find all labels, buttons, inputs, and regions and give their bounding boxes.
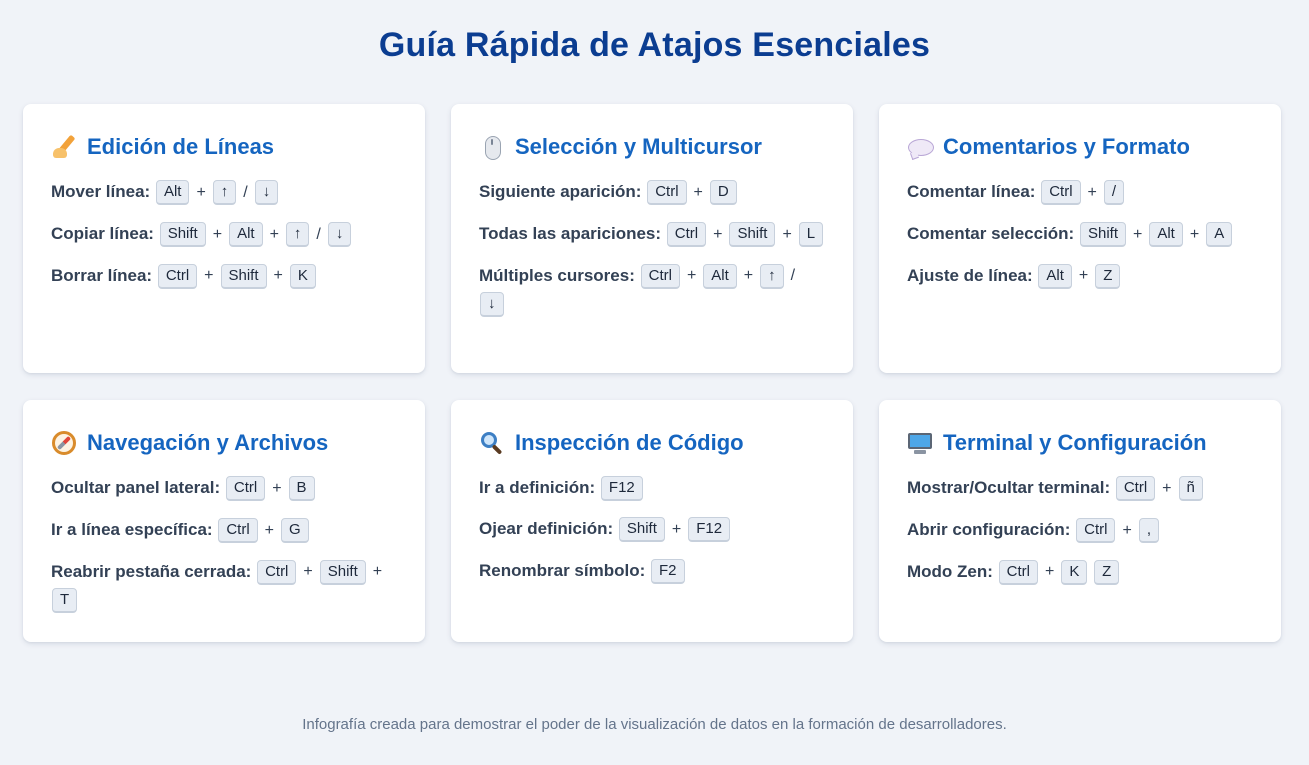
key: Ctrl [999, 560, 1038, 585]
shortcut-label: Ojear definición: [479, 519, 614, 538]
key: / [1104, 180, 1124, 205]
plus-sign: + [1132, 225, 1143, 243]
plus-sign: + [303, 563, 313, 581]
plus-sign: + [272, 479, 282, 497]
key: Shift [729, 222, 775, 247]
card-title-text: Inspección de Código [515, 430, 744, 455]
key: ↑ [213, 180, 237, 205]
key: G [281, 518, 309, 543]
card-title-text: Terminal y Configuración [943, 430, 1207, 455]
shortcut-row [907, 178, 1253, 206]
plus-sign: + [264, 521, 274, 539]
shortcut-row [907, 262, 1253, 290]
shortcut-label: Siguiente aparición: [479, 182, 642, 201]
plus-sign: + [1087, 183, 1097, 201]
card-title [907, 428, 1253, 458]
plus-sign: + [1078, 267, 1089, 285]
key: Shift [619, 517, 665, 542]
plus-sign: + [273, 267, 283, 285]
speech-bubble-icon [907, 134, 933, 160]
card-title [479, 428, 825, 458]
shortcut-label: Múltiples cursores: [479, 265, 635, 285]
slash-separator: / [790, 267, 796, 285]
plus-sign: + [196, 183, 206, 201]
shortcut-row [479, 178, 825, 206]
plus-sign: + [693, 183, 703, 201]
plus-sign: + [1162, 479, 1172, 497]
key: ñ [1179, 476, 1203, 501]
shortcut-row [907, 220, 1253, 248]
shortcut-row [907, 516, 1253, 544]
footer-note: Infografía creada para demostrar el poder de la visualización de datos en la formación de desarrolladores. [302, 716, 1007, 733]
key: Alt [1038, 264, 1072, 289]
card-navigation-files [23, 400, 425, 642]
plus-sign: + [686, 267, 697, 285]
key: L [799, 222, 823, 247]
shortcut-row [51, 516, 397, 544]
key: K [1061, 560, 1087, 585]
plus-sign: + [713, 225, 723, 243]
monitor-icon [907, 430, 933, 456]
key: K [290, 264, 316, 289]
plus-sign: + [212, 225, 223, 243]
key: ↓ [480, 292, 504, 317]
pencil-hand-icon [51, 134, 77, 160]
shortcut-label: Ir a línea específica: [51, 519, 213, 539]
card-title-text: Edición de Líneas [87, 134, 275, 159]
key: , [1139, 518, 1159, 543]
plus-sign: + [1122, 521, 1132, 539]
plus-sign: + [1044, 563, 1055, 581]
card-terminal-settings [879, 400, 1281, 642]
key: F12 [601, 476, 643, 501]
card-selection-multicursor [451, 104, 853, 373]
key: Ctrl [257, 560, 296, 585]
shortcut-label: Comentar línea: [907, 182, 1036, 201]
shortcut-label: Ocultar panel lateral: [51, 478, 221, 497]
card-title-text: Comentarios y Formato [943, 134, 1190, 159]
shortcut-label: Renombrar símbolo: [479, 560, 646, 580]
shortcut-label: Abrir configuración: [907, 519, 1071, 539]
plus-sign: + [671, 520, 682, 538]
shortcut-label: Reabrir pestaña cerrada: [51, 561, 252, 581]
key: A [1206, 222, 1232, 247]
compass-icon [51, 430, 77, 456]
shortcut-label: Ajuste de línea: [907, 265, 1033, 285]
card-title [51, 132, 397, 162]
shortcut-row [51, 474, 397, 502]
shortcut-label: Copiar línea: [51, 223, 154, 243]
shortcut-row [907, 558, 1253, 586]
key: T [52, 588, 77, 613]
shortcut-label: Mover línea: [51, 182, 151, 201]
key: Ctrl [647, 180, 686, 205]
card-grid [23, 104, 1281, 642]
shortcut-label: Comentar selección: [907, 223, 1075, 243]
slash-separator: / [243, 183, 248, 201]
key: D [710, 180, 737, 205]
shortcut-row [51, 178, 397, 206]
key: ↑ [760, 264, 784, 289]
key: B [289, 476, 315, 501]
key: Ctrl [218, 518, 257, 543]
plus-sign: + [743, 267, 754, 285]
shortcut-label: Mostrar/Ocultar terminal: [907, 478, 1111, 497]
key: Ctrl [1116, 476, 1155, 501]
key: Alt [1149, 222, 1183, 247]
card-code-inspection [451, 400, 853, 642]
key: Ctrl [667, 222, 706, 247]
key: ↓ [255, 180, 279, 205]
card-title-text: Selección y Multicursor [515, 134, 762, 159]
shortcut-row [479, 557, 825, 585]
plus-sign: + [372, 563, 383, 581]
page-title: Guía Rápida de Atajos Esenciales [378, 26, 931, 64]
plus-sign: + [204, 267, 214, 285]
mouse-icon [479, 134, 505, 160]
key: ↑ [286, 222, 310, 247]
magnifier-icon [479, 430, 505, 456]
shortcut-row [907, 474, 1253, 502]
card-title [479, 132, 825, 162]
plus-sign: + [269, 225, 279, 243]
key: Shift [221, 264, 267, 289]
shortcut-row [479, 262, 825, 318]
key: Alt [229, 222, 263, 247]
shortcut-label: Modo Zen: [907, 561, 993, 581]
key: F2 [651, 559, 685, 584]
shortcut-row [479, 220, 825, 248]
key: Alt [156, 180, 190, 205]
card-title-text: Navegación y Archivos [87, 430, 329, 455]
slash-separator: / [316, 225, 321, 243]
card-title [51, 428, 397, 458]
shortcut-row [51, 558, 397, 614]
key: Z [1094, 560, 1119, 585]
shortcut-row [479, 474, 825, 502]
shortcut-row [479, 515, 825, 543]
key: Shift [320, 560, 366, 585]
shortcut-row [51, 220, 397, 248]
key: Z [1095, 264, 1120, 289]
key: Ctrl [1041, 180, 1080, 205]
card-comments-format [879, 104, 1281, 373]
plus-sign: + [1189, 225, 1200, 243]
shortcut-row [51, 262, 397, 290]
key: Ctrl [226, 476, 265, 501]
key: ↓ [328, 222, 352, 247]
key: Alt [703, 264, 737, 289]
plus-sign: + [782, 225, 792, 243]
card-title [907, 132, 1253, 162]
key: F12 [688, 517, 730, 542]
shortcut-label: Ir a definición: [479, 478, 596, 497]
key: Ctrl [1076, 518, 1115, 543]
card-line-editing [23, 104, 425, 373]
shortcut-label: Todas las apariciones: [479, 223, 662, 243]
key: Ctrl [158, 264, 197, 289]
key: Shift [1080, 222, 1126, 247]
key: Ctrl [641, 264, 680, 289]
shortcut-label: Borrar línea: [51, 265, 153, 285]
key: Shift [160, 222, 206, 247]
